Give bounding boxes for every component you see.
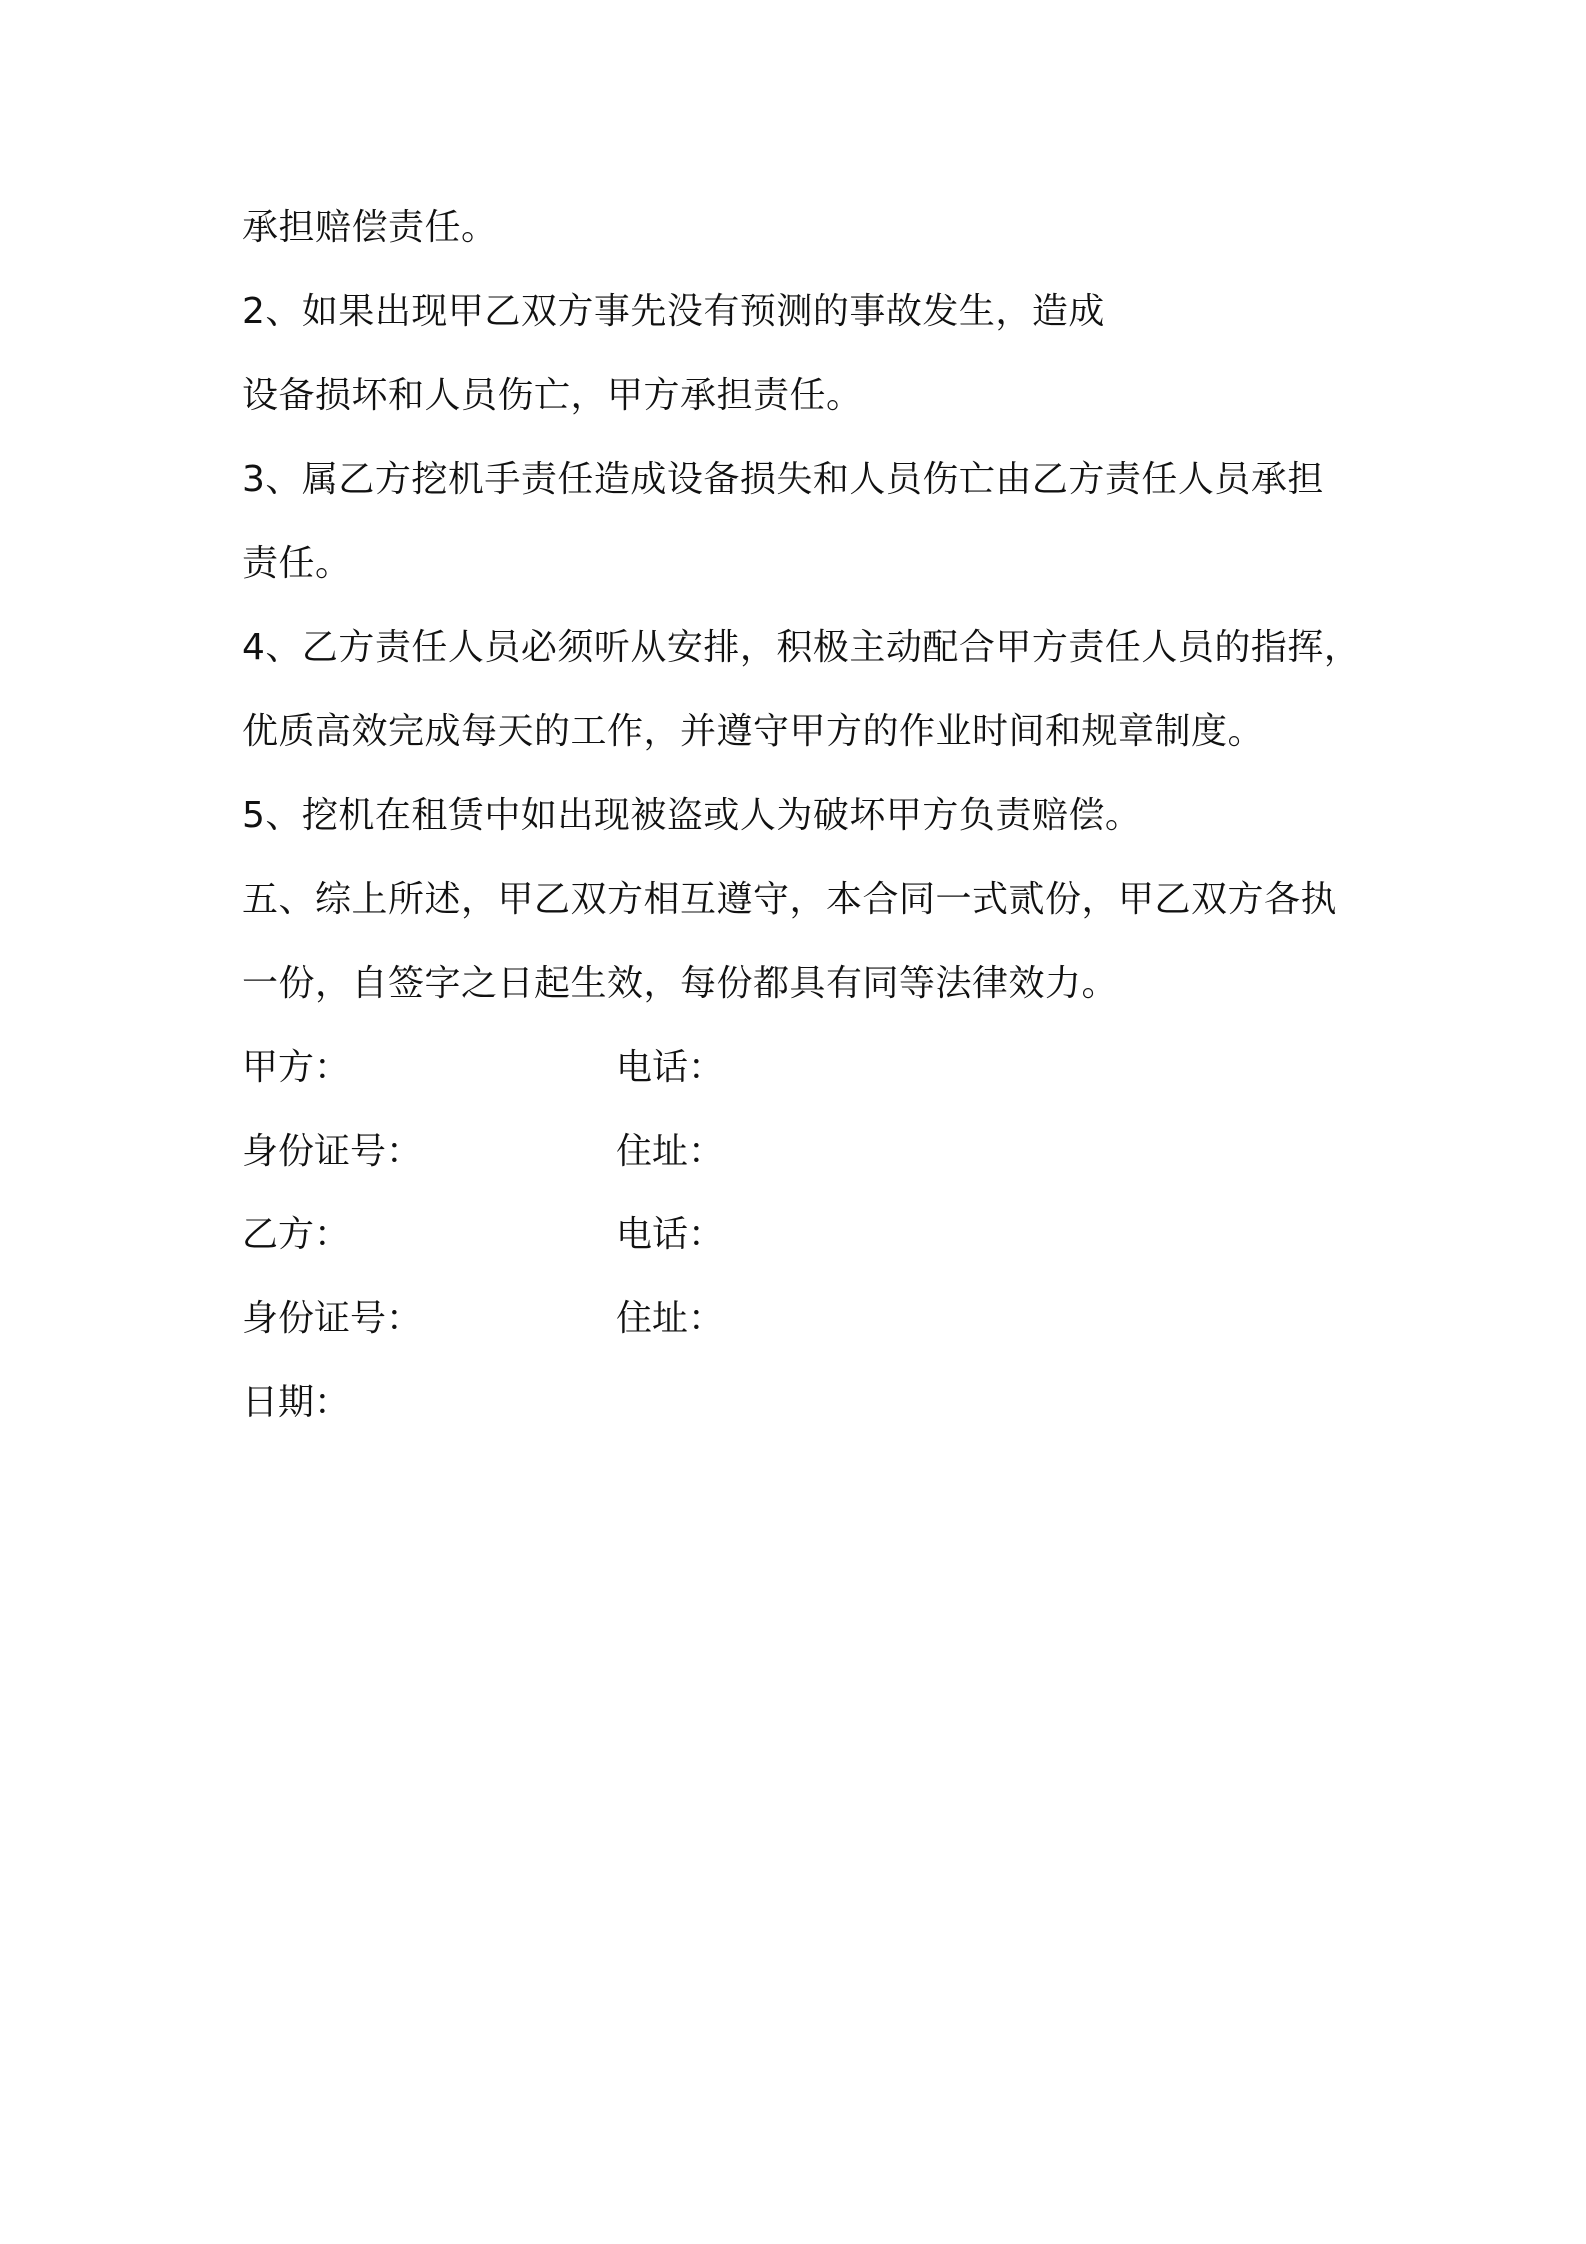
paragraph-line: 5、挖机在租赁中如出现被盗或人为破坏甲方负责赔偿。 (242, 795, 1142, 836)
paragraph-line: 责任。 (242, 543, 352, 584)
party-b-label: 乙方： (242, 1214, 351, 1255)
signature-row-date (242, 1381, 1142, 1425)
paragraph-line: 优质高效完成每天的工作，并遵守甲方的作业时间和规章制度。 (242, 711, 1265, 752)
party-a-id-label: 身份证号： (242, 1131, 423, 1172)
signature-row-party-a (242, 1046, 1142, 1090)
party-b-address-label: 住址： (616, 1298, 725, 1339)
date-label: 日期： (242, 1382, 351, 1423)
party-a-address-label: 住址： (616, 1131, 725, 1172)
party-b-id-label: 身份证号： (242, 1298, 423, 1339)
paragraph-line: 一份，自签字之日起生效，每份都具有同等法律效力。 (242, 963, 1119, 1004)
paragraph-line: 承担赔偿责任。 (242, 207, 498, 248)
party-a-label: 甲方： (242, 1047, 351, 1088)
paragraph-line: 2、如果出现甲乙双方事先没有预测的事故发生，造成 (242, 291, 1105, 332)
party-b-phone-label: 电话： (616, 1214, 725, 1255)
paragraph-line: 4、乙方责任人员必须听从安排，积极主动配合甲方责任人员的指挥， (242, 627, 1361, 668)
signature-row-party-b-id (242, 1297, 1142, 1341)
signature-row-party-a-id (242, 1130, 1142, 1174)
paragraph-line: 五、综上所述，甲乙双方相互遵守，本合同一式贰份，甲乙双方各执 (242, 879, 1338, 920)
party-a-phone-label: 电话： (616, 1047, 725, 1088)
signature-row-party-b (242, 1213, 1142, 1257)
paragraph-line: 3、属乙方挖机手责任造成设备损失和人员伤亡由乙方责任人员承担 (242, 459, 1324, 500)
paragraph-line: 设备损坏和人员伤亡，甲方承担责任。 (242, 375, 863, 416)
